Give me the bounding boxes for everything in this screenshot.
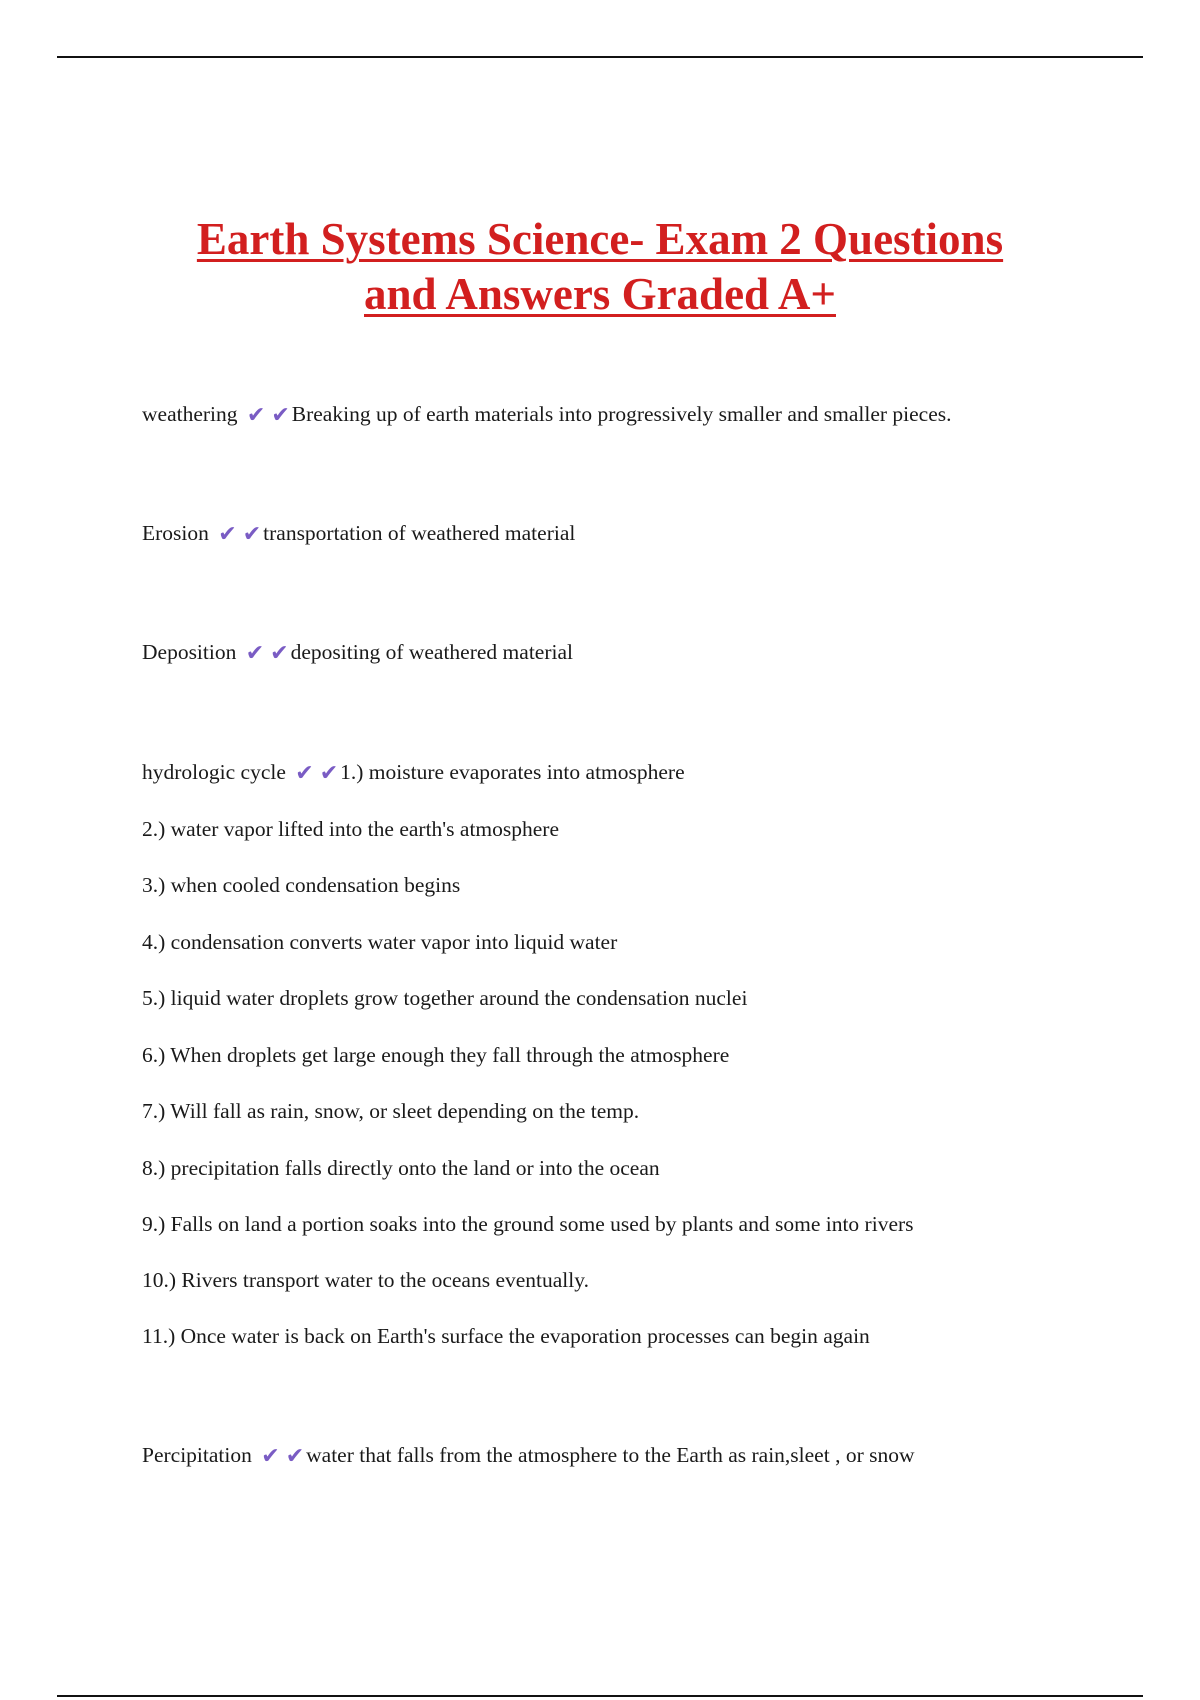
hydrologic-step: 6.) When droplets get large enough they fall through the atmosphere [142, 1043, 730, 1067]
hydrologic-step: 5.) liquid water droplets grow together around the condensation nuclei [142, 986, 748, 1010]
entry-definition: 1.) moisture evaporates into atmosphere [340, 760, 685, 784]
entry-term: Deposition [142, 640, 237, 664]
qa-entry-weathering [142, 400, 1142, 430]
qa-entry-percipitation [142, 1441, 1142, 1471]
hydrologic-step: 2.) water vapor lifted into the earth's atmosphere [142, 817, 560, 841]
check-icon: ✔ [295, 761, 314, 786]
hydrologic-step: 9.) Falls on land a portion soaks into the ground some used by plants and some into rivers [142, 1212, 914, 1236]
top-rule [57, 56, 1143, 58]
hydrologic-step: 7.) Will fall as rain, snow, or sleet depending on the temp. [142, 1099, 640, 1123]
document-title [100, 212, 1100, 322]
check-icon: ✔ [242, 522, 262, 547]
entry-definition: depositing of weathered material [290, 640, 573, 664]
check-icon: ✔ [261, 1444, 280, 1469]
entry-term: hydrologic cycle [142, 760, 286, 784]
check-icon: ✔ [319, 761, 339, 786]
qa-entry-erosion [142, 519, 1142, 549]
qa-entry-deposition [142, 638, 1142, 668]
hydrologic-step: 10.) Rivers transport water to the oceans eventually. [142, 1268, 589, 1292]
title-line-1: Earth Systems Science- Exam 2 Questions [196, 214, 1004, 264]
check-icon: ✔ [246, 403, 266, 428]
entry-definition: water that falls from the atmosphere to the Earth as rain,sleet , or snow [306, 1443, 915, 1467]
qa-entry-hydrologic-cycle [142, 758, 1142, 788]
hydrologic-step: 4.) condensation converts water vapor into liquid water [142, 930, 618, 954]
hydrologic-step: 8.) precipitation falls directly onto the land or into the ocean [142, 1156, 660, 1180]
entry-definition: Breaking up of earth materials into progressively smaller and smaller pieces. [291, 402, 952, 426]
entry-definition: transportation of weathered material [263, 521, 576, 545]
entry-term: Erosion [142, 521, 209, 545]
hydrologic-step: 3.) when cooled condensation begins [142, 873, 461, 897]
check-icon: ✔ [285, 1444, 305, 1469]
entry-term: Percipitation [142, 1443, 252, 1467]
hydrologic-step: 11.) Once water is back on Earth's surface the evaporation processes can begin again [142, 1324, 870, 1348]
check-icon: ✔ [218, 522, 237, 547]
entry-term: weathering [142, 402, 238, 426]
check-icon: ✔ [271, 403, 290, 428]
check-icon: ✔ [245, 641, 265, 666]
title-line-2: and Answers Graded A+ [364, 269, 836, 319]
bottom-rule [57, 1695, 1143, 1697]
check-icon: ✔ [270, 641, 289, 666]
